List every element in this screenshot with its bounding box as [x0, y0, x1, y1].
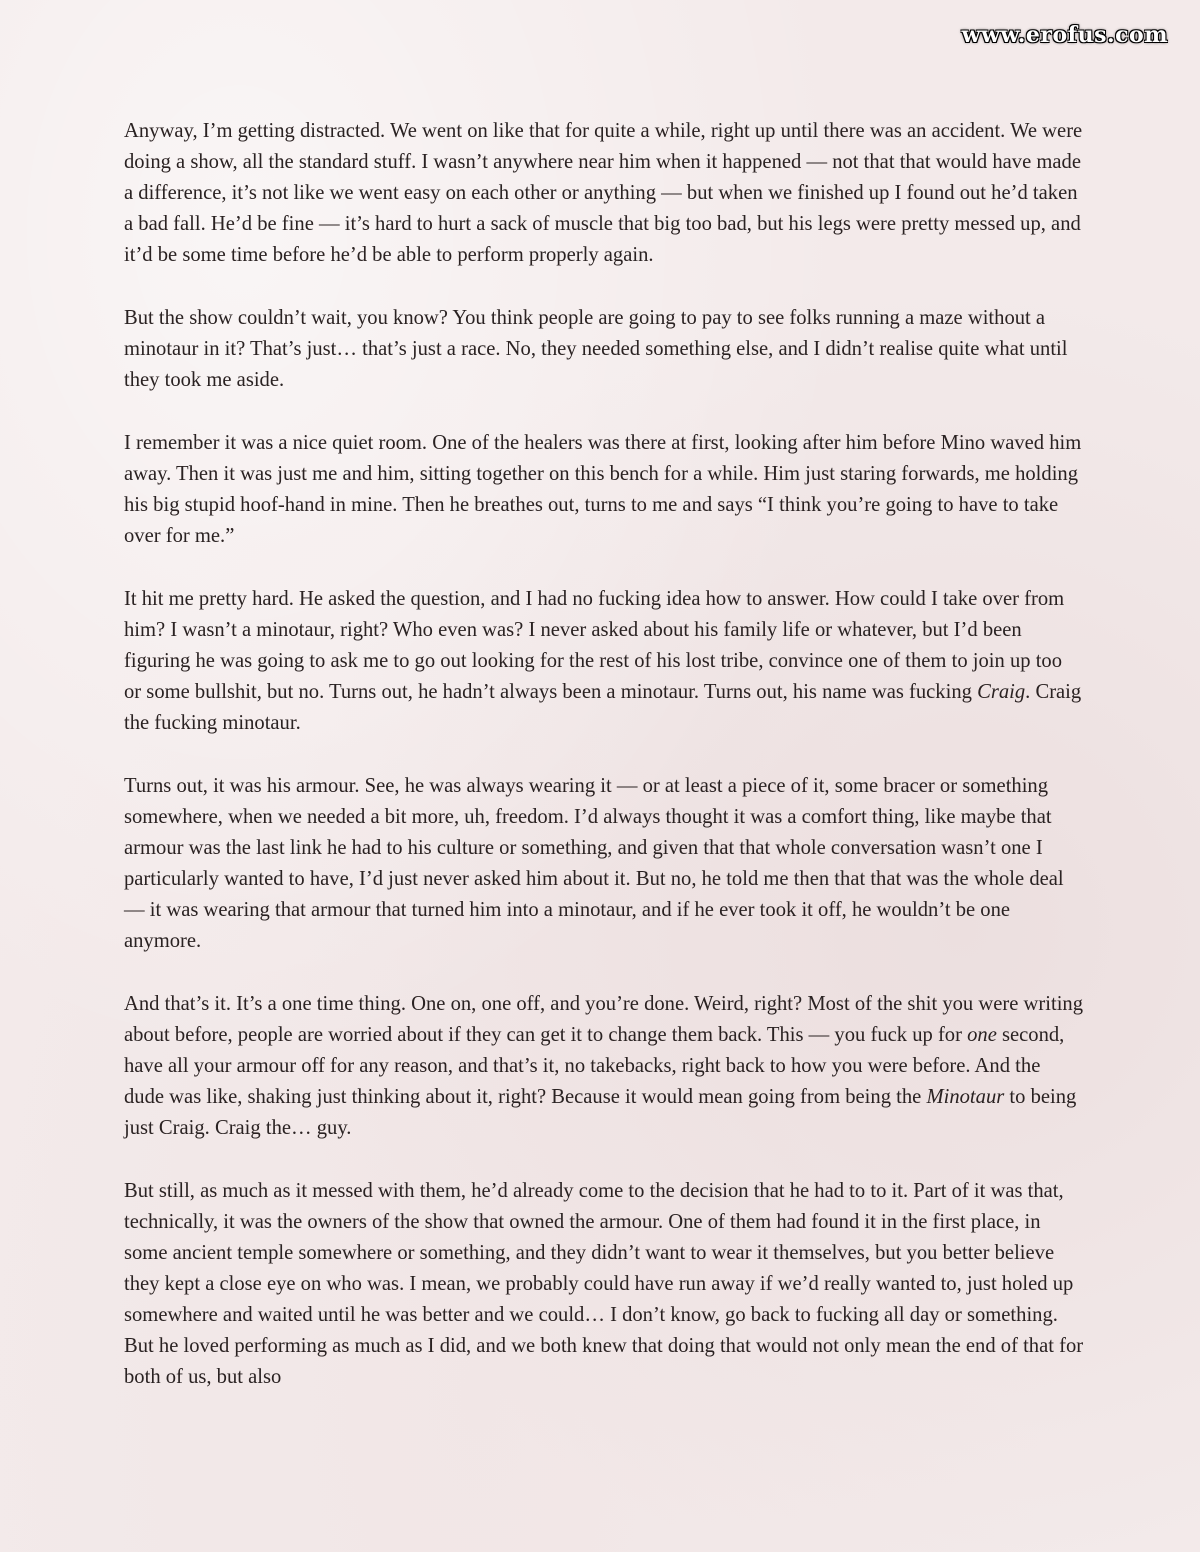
paragraph-7: But still, as much as it messed with them, he’d already come to the decision that he had to to it. Part of it was that, technically, it was the owners of the show that owned the armour. One of them had found it in the first place, in some ancient temple somewhere or something, and they didn’t want to wear it themselves, but you better believe they kept a close eye on who was. I mean, we probably could have run away if we’d really wanted to, just holed up somewhere and waited until he was better and we could… I don’t know, go back to fucking all day or something. But he loved performing as much as I did, and we both knew that doing that would not only mean the end of that for both of us, but also [124, 1179, 1084, 1389]
story-page [124, 116, 1084, 1425]
paragraph-1: Anyway, I’m getting distracted. We went on like that for quite a while, right up until there was an accident. We were doing a show, all the standard stuff. I wasn’t anywhere near him when it happened — not that that would have made a difference, it’s not like we went easy on each other or anything — but when we finished up I found out he’d taken a bad fall. He’d be fine — it’s hard to hurt a sack of muscle that big too bad, but his legs were pretty messed up, and it’d be some time before he’d be able to perform properly again. [124, 120, 1083, 267]
paragraph-6-text-after: to being just Craig. Craig the… guy. [124, 1085, 1077, 1140]
paragraph-4-text-after: . Craig the fucking minotaur. [124, 680, 1082, 734]
paragraph-2: But the show couldn’t wait, you know? You think people are going to pay to see folks running a maze without a minotaur in it? That’s just… that’s just a race. No, they needed something else, and I didn’t realise quite what until they took me aside. [124, 306, 1068, 392]
paragraph-6-text-before: And that’s it. It’s a one time thing. One on, one off, and you’re done. Weird, right? Most of the shit you were writing about before, people are worried about if they can get it to change them back. This — you fuck up for [124, 992, 1084, 1046]
paragraph-3: I remember it was a nice quiet room. One of the healers was there at first, looking after him before Mino waved him away. Then it was just me and him, sitting together on this bench for a while. Him just staring forwards, me holding his big stupid hoof-hand in mine. Then he breathes out, turns to me and says “I think you’re going to have to take over for me.” [124, 431, 1082, 548]
paragraph-4-text-before: It hit me pretty hard. He asked the question, and I had no fucking idea how to answer. How could I take over from him? I wasn’t a minotaur, right? Who even was? I never asked about his family life or whatever, but I’d been figuring he was going to ask me to go out looking for the rest of his lost tribe, convince one of them to join up too or some bullshit, but no. Turns out, he hadn’t always been a minotaur. Turns out, his name was fucking [124, 587, 1065, 703]
paragraph-4-emphasis: Craig [977, 680, 1026, 703]
paragraph-5: Turns out, it was his armour. See, he was always wearing it — or at least a piece of it, some bracer or something somewhere, when we needed a bit more, uh, freedom. I’d always thought it was a comfort thing, like maybe that armour was the last link he had to his culture or something, and given that that whole conversation wasn’t one I particularly wanted to have, I’d just never asked him about it. But no, he told me then that that was the whole deal — it was wearing that armour that turned him into a minotaur, and if he ever took it off, he wouldn’t be one anymore. [124, 774, 1064, 953]
paragraph-6 [124, 989, 1084, 1144]
paragraph-6-emphasis-minotaur: Minotaur [926, 1085, 1005, 1108]
site-watermark: www.erofus.com [961, 22, 1168, 48]
paragraph-6-emphasis-one: one [967, 1023, 997, 1046]
paragraph-6-text-middle: second, have all your armour off for any reason, and that’s it, no takebacks, right back to how you were before. And the dude was like, shaking just thinking about it, right? Because it would mean going from being the [124, 1023, 1065, 1108]
paragraph-4 [124, 584, 1084, 739]
